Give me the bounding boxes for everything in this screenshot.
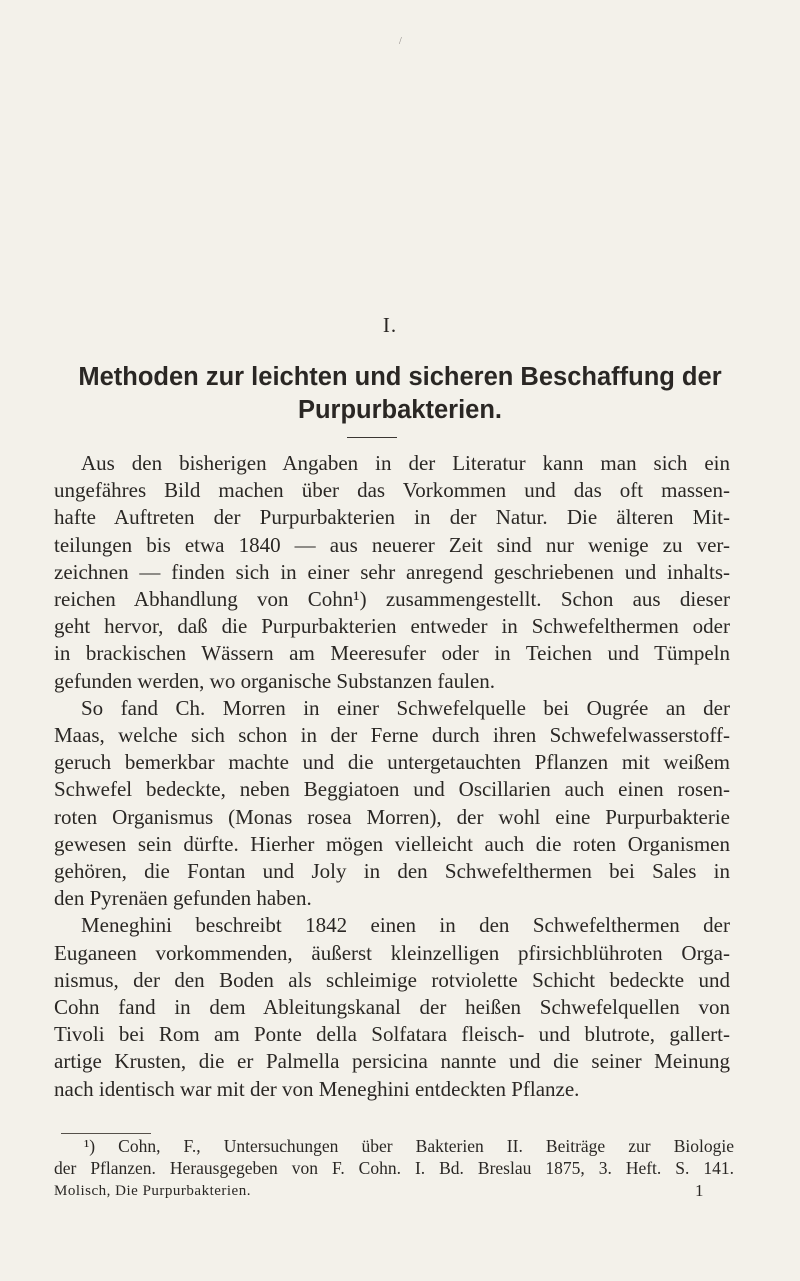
text-line: Maas, welche sich schon in der Ferne durch ihren Schwefelwasserstoff- — [54, 723, 730, 748]
text-line: artige Krusten, die er Palmella persicina nannte und die seiner Meinung — [54, 1049, 730, 1074]
text-line: Cohn fand in dem Ableitungskanal der heißen Schwefelquellen von — [54, 995, 730, 1020]
text-line: den Pyrenäen gefunden haben. — [54, 886, 312, 911]
text-line: hafte Auftreten der Purpurbakterien in der Natur. Die älteren Mit- — [54, 505, 730, 530]
printer-signature: Molisch, Die Purpurbakterien. — [54, 1183, 251, 1199]
text-line: Schwefel bedeckte, neben Beggiatoen und Oscillarien auch einen rosen- — [54, 777, 730, 802]
text-line: gefunden werden, wo organische Substanzen faulen. — [54, 668, 496, 693]
footnote-line: der Pflanzen. Herausgegeben von F. Cohn. I. Bd. Breslau 1875, 3. Heft. S. 141. — [54, 1158, 734, 1178]
text-line: nach identisch war mit der von Meneghini entdeckten Pflanze. — [54, 1076, 580, 1101]
paragraph-3 — [54, 912, 730, 1102]
text-line: nismus, der den Boden als schleimige rotviolette Schicht bedeckte und — [54, 967, 730, 992]
text-line: gewesen sein dürfte. Hierher mögen vielleicht auch die roten Organismen — [54, 831, 730, 856]
chapter-title — [20, 361, 780, 427]
text-line: Tivoli bei Rom am Ponte della Solfatara fleisch- und blutrote, gallert- — [54, 1022, 730, 1047]
body-text — [54, 450, 730, 1103]
text-line: reichen Abhandlung von Cohn¹) zusammengestellt. Schon aus dieser — [54, 587, 730, 612]
footnote — [54, 1135, 734, 1179]
signature-number: 1 — [695, 1181, 704, 1200]
chapter-title-line-1: Methoden zur leichten und sicheren Beschaffung der — [78, 363, 722, 391]
text-line: geht hervor, daß die Purpurbakterien entweder in Schwefelthermen oder — [54, 614, 730, 639]
text-line: Aus den bisherigen Angaben in der Literatur kann man sich ein — [81, 451, 730, 475]
text-line: roten Organismus (Monas rosea Morren), der wohl eine Purpurbakterie — [54, 804, 730, 829]
text-line: So fand Ch. Morren in einer Schwefelquelle bei Ougrée an der — [81, 695, 730, 720]
footnote-line: ¹) Cohn, F., Untersuchungen über Bakterien II. Beiträge zur Biologie — [84, 1136, 734, 1156]
paragraph-2 — [54, 695, 730, 913]
text-line: ungefähres Bild machen über das Vorkommen und das oft massen- — [54, 478, 730, 503]
text-line: zeichnen — finden sich in einer sehr anregend geschriebenen und inhalts- — [54, 559, 730, 584]
text-line: teilungen bis etwa 1840 — aus neuerer Zeit sind nur wenige zu ver- — [54, 532, 730, 557]
paragraph-1 — [54, 450, 730, 695]
chapter-number: I. — [382, 313, 398, 337]
stray-mark: / — [399, 36, 402, 47]
title-divider — [347, 437, 397, 438]
text-line: geruch bemerkbar machte und die untergetauchten Pflanzen mit weißem — [54, 750, 730, 775]
chapter-title-line-2: Purpurbakterien. — [297, 396, 503, 424]
footnote-divider — [61, 1133, 151, 1134]
text-line: Euganeen vorkommenden, äußerst kleinzelligen pfirsichblühroten Orga- — [54, 940, 730, 965]
text-line: gehören, die Fontan und Joly in den Schwefelthermen bei Sales in — [54, 859, 730, 884]
text-line: in brackischen Wässern am Meeresufer oder in Teichen und Tümpeln — [54, 641, 730, 666]
text-line: Meneghini beschreibt 1842 einen in den Schwefelthermen der — [81, 913, 730, 938]
